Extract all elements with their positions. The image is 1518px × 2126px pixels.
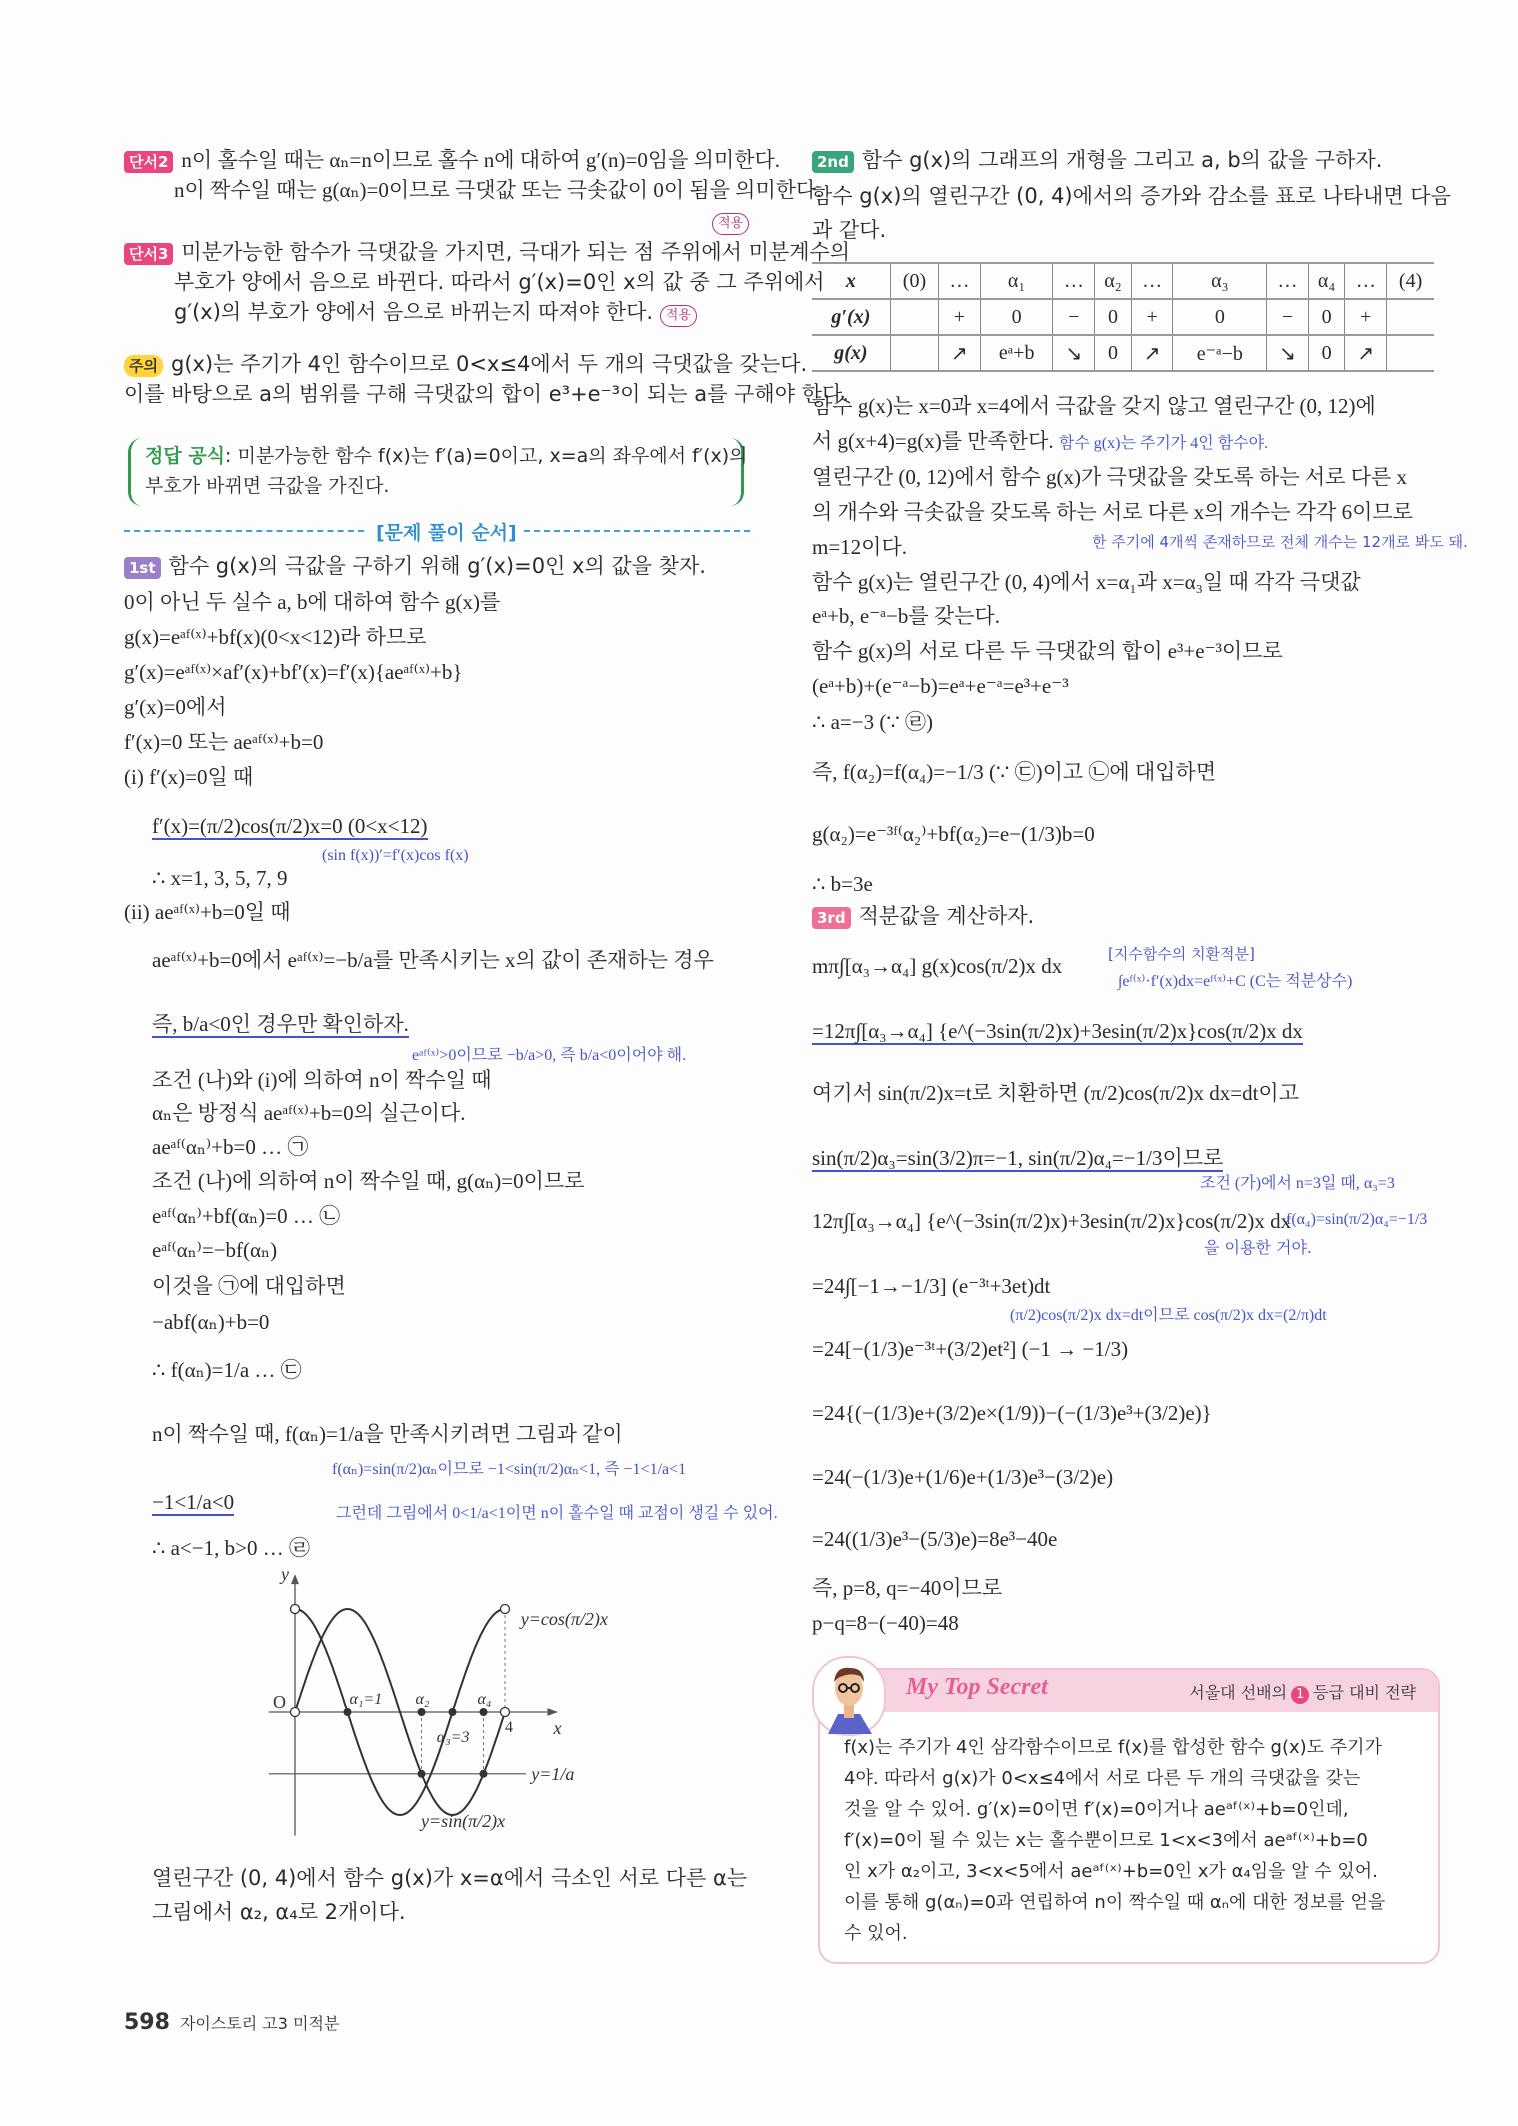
answer-formula-box (128, 438, 748, 506)
table-cell (1387, 299, 1434, 335)
calc-line: 12π∫[α₃→α₄] {e^(−3sin(π/2)x)+3esin(π/2)x}cos(π/2)x dx (812, 1209, 1292, 1233)
grade-one-icon: 1 (1291, 1686, 1309, 1704)
conclusion-line2: 그림에서 α₂, α₄로 2개이다. (152, 1900, 406, 1924)
periodic-eq: 서 g(x+4)=g(x)를 만족한다. (812, 429, 1054, 453)
increase-decrease-table (812, 262, 1434, 372)
check-condition: 즉, b/a<0인 경우만 확인하자. (152, 1012, 409, 1036)
table-cell: eᵃ+b (980, 335, 1053, 371)
hint3-line1 (124, 238, 850, 266)
calc-line: =24{(−(1/3)e+(3/2)e×(1/9))−(−(1/3)e³+(3/2)e)} (812, 1401, 1212, 1425)
solution-line: aeᵃᶠ⁽ˣ⁾+b=0에서 eᵃᶠ⁽ˣ⁾=−b/a를 만족시키는 x의 값이 존재하는 경우 (152, 948, 714, 972)
solution-line (152, 812, 428, 840)
sin-cos-graph (250, 1564, 650, 1850)
sin-label: y=sin(π/2)x (421, 1811, 506, 1831)
formula-label: 정답 공식 (145, 445, 226, 467)
table-cell: 0 (1095, 299, 1132, 335)
table-row-g (812, 335, 1434, 371)
solution-line: 조건 (나)에 의하여 n이 짝수일 때, g(αₙ)=0이므로 (152, 1169, 585, 1193)
table-row-gprime (812, 299, 1434, 335)
solution-line: 의 개수와 극솟값을 갖도록 하는 서로 다른 x의 개수는 각각 6이므로 (812, 500, 1413, 524)
solution-line: ∴ f(αₙ)=1/a … ㉢ (152, 1358, 302, 1382)
annotation-note: (π/2)cos(π/2)x dx=dt이므로 cos(π/2)x dx=(2/π)dt (1010, 1307, 1327, 1324)
calc-line: mπ∫[α₃→α₄] g(x)cos(π/2)x dx (812, 954, 1063, 978)
table-cell: … (1267, 263, 1309, 299)
apply-badge (712, 206, 749, 235)
book-title: 자이스토리 고3 미적분 (179, 2014, 340, 2033)
solution-line: g(α₂)=e⁻³ᶠ⁽α₂⁾+bf(α₂)=e−(1/3)b=0 (812, 822, 1095, 846)
point-dot (449, 1708, 457, 1716)
annotation-note: 함수 g(x)는 주기가 4인 함수야. (1058, 435, 1269, 452)
step1-title (124, 552, 706, 580)
solution-line: m=12이다. (812, 535, 907, 559)
alpha3-label: α₃=3 (436, 1729, 470, 1746)
calc-line (812, 1144, 1223, 1172)
table-cell: 0 (1095, 335, 1132, 371)
solution-order-divider (124, 518, 750, 542)
solution-line: −abf(αₙ)+b=0 (152, 1310, 270, 1334)
open-point (501, 1605, 510, 1614)
hint3-line2: 부호가 양에서 음으로 바뀐다. 따라서 g′(x)=0인 x의 값 중 그 주위에서 (174, 270, 825, 294)
table-cell (890, 299, 938, 335)
table-cell: ↗ (939, 335, 981, 371)
dash-right (504, 530, 750, 532)
formula-text: : 미분가능한 함수 f(x)는 f′(a)=0이고, x=a의 좌우에서 f′(x)의 (225, 445, 748, 467)
calc-line: 즉, p=8, q=−40이므로 (812, 1576, 1003, 1600)
step1-text: 함수 g(x)의 극값을 구하기 위해 g′(x)=0인 x의 값을 찾자. (168, 554, 706, 578)
bounds-eq: sin(π/2)α₃=sin(3/2)π=−1, sin(π/2)α₄=−1/3이므로 (812, 1146, 1224, 1170)
table-cell: 0 (1308, 299, 1345, 335)
secret-line: 인 x가 α₂이고, 3<x<5에서 aeᵃᶠ⁽ˣ⁾+b=0인 x가 α₄임을 알 수 있어. (844, 1861, 1378, 1882)
caution-text: g(x)는 주기가 4인 함수이므로 0<x≤4에서 두 개의 극댓값을 갖는다. (170, 352, 808, 376)
solution-line: n이 짝수일 때, f(αₙ)=1/a을 만족시키려면 그림과 같이 (152, 1422, 623, 1446)
secret-line: 수 있어. (844, 1923, 908, 1944)
hint3-text: 미분가능한 함수가 극댓값을 가지면, 극대가 되는 점 주위에서 미분계수의 (181, 240, 851, 264)
point-dot (479, 1770, 487, 1778)
table-cell: … (1053, 263, 1095, 299)
solution-line: eᵃ+b, e⁻ᵃ−b를 갖는다. (812, 604, 1001, 628)
annotation-note: eᵃᶠ⁽ˣ⁾>0이므로 −b/a>0, 즉 b/a<0이어야 해. (412, 1047, 687, 1064)
solution-line: f′(x)=0 또는 aeᵃᶠ⁽ˣ⁾+b=0 (124, 730, 324, 754)
point-dot (479, 1708, 487, 1716)
annotation-note: 그런데 그림에서 0<1/a<1이면 n이 홀수일 때 교점이 생길 수 있어. (336, 1505, 778, 1522)
calc-line: p−q=8−(−40)=48 (812, 1611, 959, 1635)
caution-line2: 이를 바탕으로 a의 범위를 구해 극댓값의 합이 e³+e⁻³이 되는 a를 구해야 한다. (124, 382, 849, 406)
formula-line2: 부호가 바뀌면 극값을 가진다. (145, 475, 390, 497)
table-cell: 0 (980, 299, 1053, 335)
table-cell: ↗ (1131, 335, 1173, 371)
x-label: x (553, 1718, 562, 1738)
solution-line: αₙ은 방정식 aeᵃᶠ⁽ˣ⁾+b=0의 실근이다. (152, 1101, 466, 1125)
hint2-text: n이 홀수일 때는 αₙ=n이므로 홀수 n에 대하여 g′(n)=0임을 의미한다. (181, 148, 781, 172)
annotation-note: f(αₙ)=sin(π/2)αₙ이므로 −1<sin(π/2)αₙ<1, 즉 −1<1/a<1 (332, 1461, 687, 1478)
avatar (812, 1656, 886, 1736)
calc-line: =24((1/3)e³−(5/3)e)=8e³−40e (812, 1527, 1058, 1551)
secret-line: f′(x)=0이 될 수 있는 x는 홀수뿐이므로 1<x<3에서 aeᵃᶠ⁽ˣ⁾+b=0 (844, 1830, 1368, 1851)
hint3-line3 (174, 298, 697, 327)
table-cell: 0 (1173, 299, 1267, 335)
solution-line: ∴ b=3e (812, 872, 873, 896)
table-cell: … (1131, 263, 1173, 299)
solution-line: (ii) aeᵃᶠ⁽ˣ⁾+b=0일 때 (124, 900, 291, 924)
annotation-note: 조건 (가)에서 n=3일 때, α₃=3 (1200, 1175, 1395, 1192)
hint2-badge: 단서2 (124, 151, 173, 173)
apply-badge-2: 적용 (660, 305, 697, 327)
solution-line: (eᵃ+b)+(e⁻ᵃ−b)=eᵃ+e⁻ᵃ=e³+e⁻³ (812, 674, 1069, 698)
open-point (501, 1708, 510, 1717)
range-result: −1<1/a<0 (152, 1490, 235, 1514)
table-cell: ↘ (1267, 335, 1309, 371)
solution-line (812, 427, 1268, 458)
solution-line: ∴ x=1, 3, 5, 7, 9 (152, 866, 288, 890)
calc-line: =24(−(1/3)e+(1/6)e+(1/3)e³−(3/2)e) (812, 1465, 1114, 1489)
solution-line: 이것을 ㉠에 대입하면 (152, 1274, 346, 1298)
table-cell: (4) (1387, 263, 1434, 299)
hint3-text3: g′(x)의 부호가 양에서 음으로 바뀌는지 따져야 한다. (174, 300, 654, 324)
intro-line1: 함수 g(x)의 열린구간 (0, 4)에서의 증가와 감소를 표로 나타내면 다음 (812, 184, 1451, 208)
conclusion-line1: 열린구간 (0, 4)에서 함수 g(x)가 x=α에서 극소인 서로 다른 α는 (152, 1866, 748, 1890)
hint2-line1 (124, 146, 780, 174)
caution-line1 (124, 350, 807, 378)
point-dot (418, 1770, 426, 1778)
solution-line: 즉, f(α₂)=f(α₄)=−1/3 (∵ ㉢)이고 ㉡에 대입하면 (812, 760, 1217, 784)
step2-title (812, 146, 1382, 174)
calc-line: =24∫[−1→−1/3] (e⁻³ᵗ+3et)dt (812, 1274, 1051, 1298)
tag-pre: 서울대 선배의 (1189, 1683, 1288, 1702)
annotation-title: [지수함수의 치환적분] (1108, 945, 1255, 963)
solution-line: 함수 g(x)의 서로 다른 두 극댓값의 합이 e³+e⁻³이므로 (812, 639, 1283, 663)
alpha1-label: α₁=1 (349, 1691, 383, 1708)
origin-label: O (273, 1692, 286, 1712)
table-cell: + (1345, 299, 1387, 335)
solution-line: ∴ a=−3 (∵ ㉣) (812, 710, 933, 734)
table-cell: α₁ (980, 263, 1053, 299)
table-cell: g′(x) (812, 299, 890, 335)
solution-line: 0이 아닌 두 실수 a, b에 대하여 함수 g(x)를 (124, 590, 501, 614)
y-axis-arrow-icon (291, 1574, 299, 1584)
alpha2-label: α₂ (415, 1691, 430, 1708)
annotation-note: f(α₄)=sin(π/2)α₄=−1/3 (1286, 1211, 1428, 1228)
step3-title (812, 902, 1034, 930)
solution-line: g′(x)=eᵃᶠ⁽ˣ⁾×af′(x)+bf′(x)=f′(x){aeᵃᶠ⁽ˣ⁾+b} (124, 660, 463, 684)
secret-title: My Top Secret (906, 1674, 1048, 1700)
table-cell (890, 335, 938, 371)
cos-label: y=cos(π/2)x (520, 1609, 608, 1629)
secret-line: 4야. 따라서 g(x)가 0<x≤4에서 서로 다른 두 개의 극댓값을 갖는 (844, 1768, 1361, 1789)
integral-rewrite: =12π∫[α₃→α₄] {e^(−3sin(π/2)x)+3esin(π/2)x}cos(π/2)x dx (812, 1019, 1303, 1043)
solution-line: aeᵃᶠ⁽αₙ⁾+b=0 … ㉠ (152, 1135, 309, 1159)
step3-badge: 3rd (812, 907, 851, 929)
table-cell: … (1345, 263, 1387, 299)
my-top-secret-box (818, 1668, 1440, 1964)
caution-badge: 주의 (124, 355, 163, 377)
step2-text: 함수 g(x)의 그래프의 개형을 그리고 a, b의 값을 구하자. (861, 148, 1383, 172)
hint3-badge: 단서3 (124, 243, 173, 265)
table-cell: α₄ (1308, 263, 1345, 299)
secret-line: 이를 통해 g(αₙ)=0과 연립하여 n이 짝수일 때 αₙ에 대한 정보를 얻을 (844, 1892, 1386, 1913)
y-label: y (281, 1564, 289, 1585)
intro-line2: 과 같다. (812, 218, 887, 242)
annotation-note: (sin f(x))′=f′(x)cos f(x) (322, 847, 469, 864)
alpha4-label: α₄ (477, 1691, 492, 1708)
solution-line (152, 1488, 234, 1516)
annotation-note: 을 이용한 거야. (1204, 1238, 1312, 1257)
solution-line: ∴ a<−1, b>0 … ㉣ (152, 1536, 310, 1560)
table-cell: 0 (1308, 335, 1345, 371)
table-cell (1387, 335, 1434, 371)
solution-line (152, 1010, 409, 1038)
table-cell: g(x) (812, 335, 890, 371)
table-cell: ↗ (1345, 335, 1387, 371)
table-cell: ↘ (1053, 335, 1095, 371)
table-cell: + (1131, 299, 1173, 335)
dash-left (124, 530, 364, 532)
solution-line: g(x)=eᵃᶠ⁽ˣ⁾+bf(x)(0<x<12)라 하므로 (124, 625, 427, 649)
table-cell: + (939, 299, 981, 335)
apply-label: 적용 (712, 213, 749, 235)
page-number: 598 (124, 2010, 170, 2035)
table-cell: − (1053, 299, 1095, 335)
point-dot (418, 1708, 426, 1716)
hint2-line2: n이 짝수일 때는 g(αₙ)=0이므로 극댓값 또는 극솟값이 0이 됨을 의미한다. (174, 178, 822, 202)
tag-post: 등급 대비 전략 (1313, 1683, 1416, 1702)
table-cell: α₂ (1095, 263, 1132, 299)
table-cell: e⁻ᵃ−b (1173, 335, 1267, 371)
step1-badge: 1st (124, 557, 161, 579)
solution-line: 조건 (나)와 (i)에 의하여 n이 짝수일 때 (152, 1068, 492, 1092)
solution-line: 함수 g(x)는 열린구간 (0, 4)에서 x=α₁과 x=α₃일 때 각각 극댓값 (812, 570, 1361, 594)
table-cell: … (939, 263, 981, 299)
secret-line: 것을 알 수 있어. g′(x)=0이면 f′(x)=0이거나 aeᵃᶠ⁽ˣ⁾+b=0인데, (844, 1799, 1349, 1820)
calc-line: =24[−(1/3)e⁻³ᵗ+(3/2)et²] (−1 → −1/3) (812, 1337, 1129, 1361)
student-avatar-icon (814, 1658, 884, 1734)
table-row-x (812, 263, 1434, 299)
fprime-eq: f′(x)=(π/2)cos(π/2)x=0 (0<x<12) (152, 814, 428, 838)
step2-badge: 2nd (812, 151, 854, 173)
secret-tag (1189, 1680, 1416, 1704)
calc-line (812, 1017, 1303, 1045)
secret-line: f(x)는 주기가 4인 삼각함수이므로 f(x)를 합성한 함수 g(x)도 주기가 (844, 1737, 1382, 1758)
annotation-note: 한 주기에 4개씩 존재하므로 전체 개수는 12개로 봐도 돼. (1092, 533, 1468, 551)
step3-text: 적분값을 계산하자. (858, 904, 1035, 928)
table-cell: α₃ (1173, 263, 1267, 299)
page-footer (124, 2010, 339, 2035)
table-cell: (0) (890, 263, 938, 299)
solution-line: eᵃᶠ⁽αₙ⁾+bf(αₙ)=0 … ㉡ (152, 1204, 341, 1228)
table-cell: − (1267, 299, 1309, 335)
line-label: y=1/a (531, 1763, 575, 1784)
formula-line1 (145, 442, 748, 470)
open-point (291, 1605, 300, 1614)
divider-label: [문제 풀이 순서] (370, 518, 523, 545)
annotation-note: ∫eᶠ⁽ˣ⁾·f′(x)dx=eᶠ⁽ˣ⁾+C (C는 적분상수) (1118, 973, 1353, 990)
table-cell: x (812, 263, 890, 299)
solution-line: g′(x)=0에서 (124, 695, 227, 719)
point-dot (344, 1708, 352, 1716)
solution-line: 열린구간 (0, 12)에서 함수 g(x)가 극댓값을 갖도록 하는 서로 다른 x (812, 465, 1408, 489)
calc-line: 여기서 sin(π/2)x=t로 치환하면 (π/2)cos(π/2)x dx=dt이고 (812, 1081, 1299, 1105)
open-point (291, 1708, 300, 1717)
x-axis-arrow-icon (548, 1708, 558, 1716)
four-label: 4 (505, 1719, 513, 1736)
solution-line: (i) f′(x)=0일 때 (124, 765, 254, 789)
solution-line: 함수 g(x)는 x=0과 x=4에서 극값을 갖지 않고 열린구간 (0, 12)에 (812, 394, 1376, 418)
solution-line: eᵃᶠ⁽αₙ⁾=−bf(αₙ) (152, 1238, 278, 1262)
